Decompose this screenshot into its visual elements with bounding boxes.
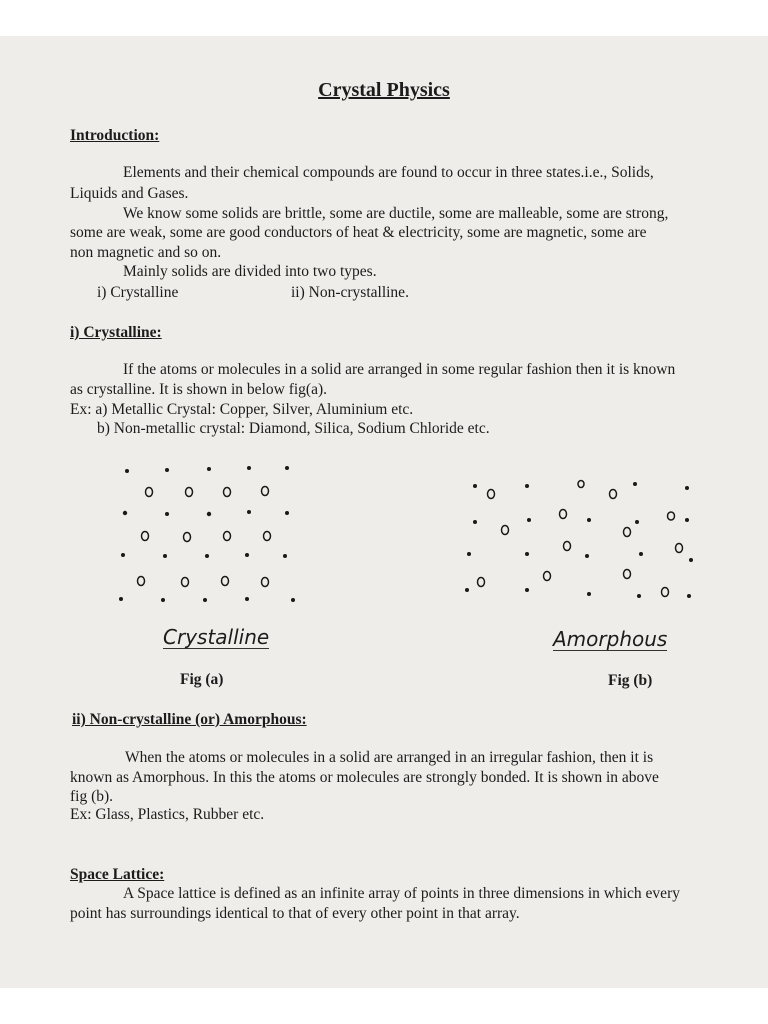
figure-b-caption: Fig (b) — [608, 672, 653, 689]
document-page — [0, 36, 768, 988]
crystalline-handwritten-label: Crystalline — [163, 625, 270, 649]
space-lattice-line-2: point has surroundings identical to that of every other point in that array. — [70, 905, 520, 922]
intro-paragraph-2-line-3: non magnetic and so on. — [70, 244, 222, 261]
type-crystalline: i) Crystalline — [97, 284, 179, 301]
crystalline-line-4: b) Non-metallic crystal: Diamond, Silica, Sodium Chloride etc. — [97, 420, 490, 437]
intro-paragraph-1-line-2: Liquids and Gases. — [70, 185, 189, 202]
introduction-heading: Introduction: — [70, 127, 160, 144]
intro-paragraph-2-line-1: We know some solids are brittle, some are ductile, some are malleable, some are strong, — [123, 205, 669, 222]
space-lattice-heading: Space Lattice: — [70, 866, 165, 883]
intro-paragraph-1-line-1: Elements and their chemical compounds are found to occur in three states.i.e., Solids, — [123, 164, 654, 181]
crystalline-heading: i) Crystalline: — [70, 324, 162, 341]
crystalline-line-2: as crystalline. It is shown in below fig(a). — [70, 381, 327, 398]
crystalline-line-3: Ex: a) Metallic Crystal: Copper, Silver, Aluminium etc. — [70, 401, 414, 418]
amorphous-heading: ii) Non-crystalline (or) Amorphous: — [72, 711, 307, 728]
crystalline-diagram — [105, 456, 325, 616]
space-lattice-line-1: A Space lattice is defined as an infinite array of points in three dimensions in which every — [123, 885, 680, 902]
figure-a-caption: Fig (a) — [180, 671, 224, 688]
amorphous-line-2: known as Amorphous. In this the atoms or molecules are strongly bonded. It is shown in above — [70, 769, 659, 786]
amorphous-line-1: When the atoms or molecules in a solid are arranged in an irregular fashion, then it is — [125, 749, 654, 766]
crystalline-line-1: If the atoms or molecules in a solid are arranged in some regular fashion then it is known — [123, 361, 676, 378]
intro-paragraph-3: Mainly solids are divided into two types. — [123, 263, 377, 280]
amorphous-diagram — [455, 476, 695, 616]
amorphous-handwritten-label: Amorphous — [553, 627, 668, 651]
amorphous-line-4: Ex: Glass, Plastics, Rubber etc. — [70, 806, 265, 823]
intro-paragraph-2-line-2: some are weak, some are good conductors of heat & electricity, some are magnetic, some are — [70, 224, 647, 241]
amorphous-line-3: fig (b). — [70, 788, 114, 805]
page-title: Crystal Physics — [318, 79, 450, 101]
type-non-crystalline: ii) Non-crystalline. — [291, 284, 409, 301]
